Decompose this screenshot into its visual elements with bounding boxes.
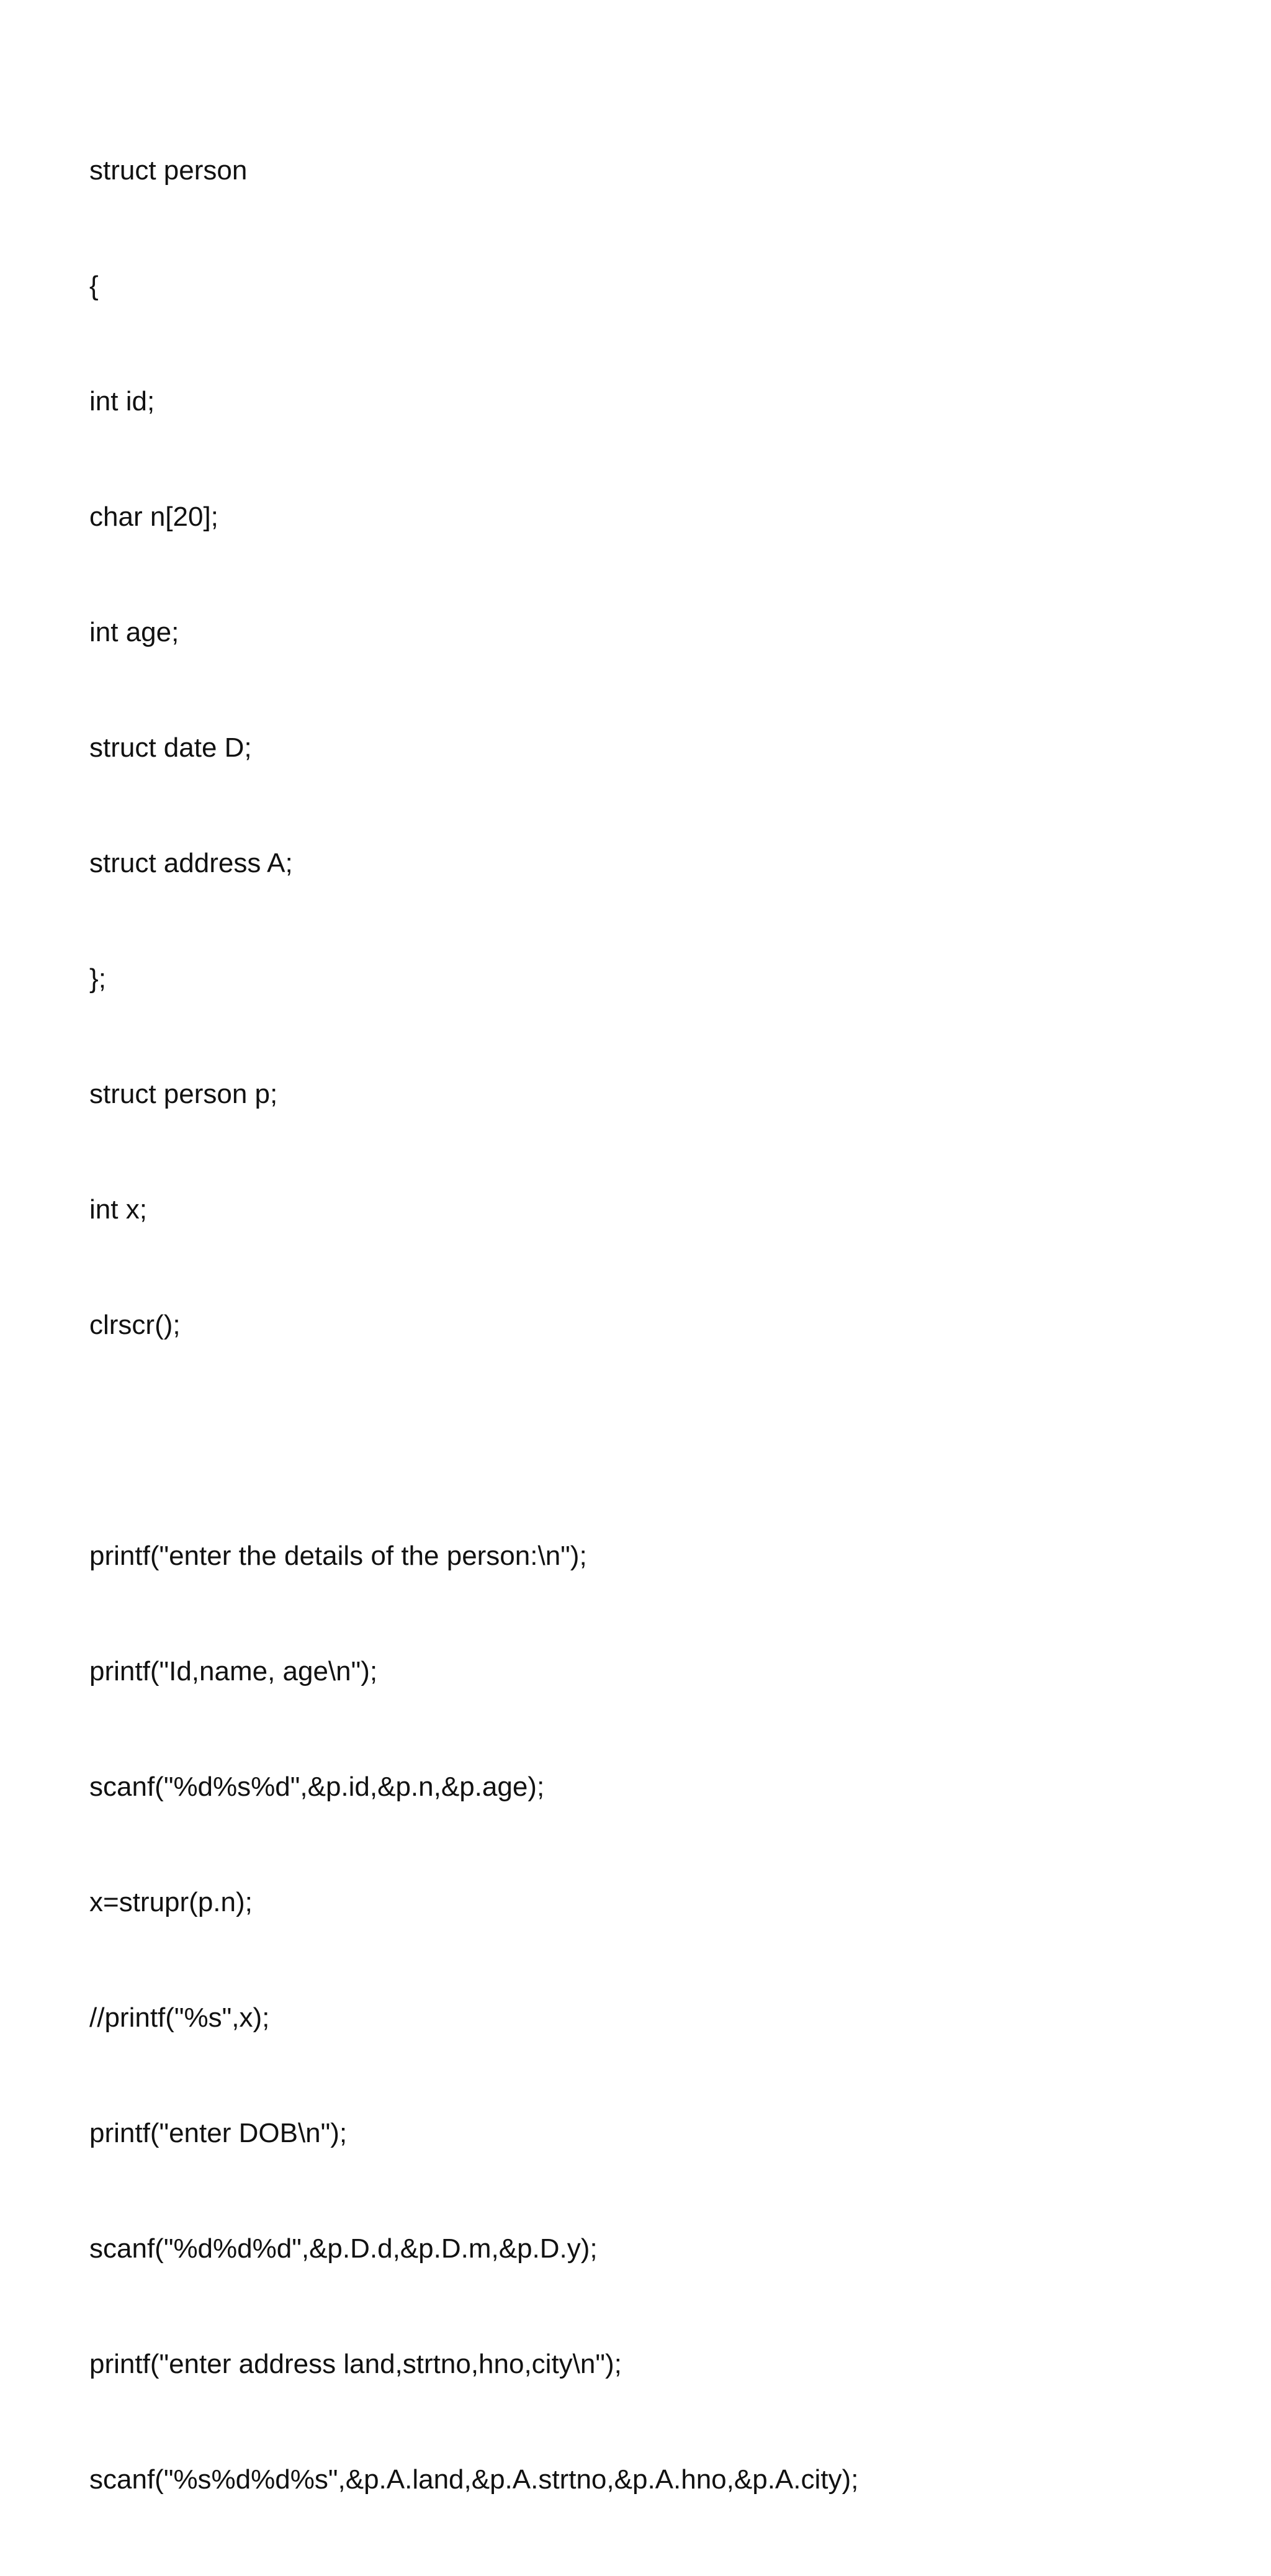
code-line: printf("enter the details of the person:\n"); (89, 1541, 587, 1571)
code-line: printf("Id,name, age\n"); (89, 1656, 378, 1687)
code-line: scanf("%d%s%d",&p.id,&p.n,&p.age); (89, 1772, 545, 1802)
code-line: char n[20]; (89, 502, 218, 532)
code-line: printf("enter address land,strtno,hno,city\n"); (89, 2349, 622, 2379)
code-line: struct person (89, 155, 248, 186)
code-line: }; (89, 963, 106, 994)
code-line: struct person p; (89, 1079, 278, 1109)
code-line: x=strupr(p.n); (89, 1887, 253, 1917)
code-line: scanf("%s%d%d%s",&p.A.land,&p.A.strtno,&p.A.hno,&p.A.city); (89, 2464, 859, 2495)
code-line: int x; (89, 1194, 147, 1225)
code-line: { (89, 271, 99, 301)
code-line: struct date D; (89, 732, 252, 763)
code-line: clrscr(); (89, 1310, 181, 1340)
code-listing (89, 74, 858, 2576)
blank-line (89, 1421, 858, 1460)
code-line: struct address A; (89, 848, 293, 878)
comment-line: //printf("%s",x); (89, 2002, 270, 2033)
code-line: printf("enter DOB\n"); (89, 2118, 348, 2148)
code-line: scanf("%d%d%d",&p.D.d,&p.D.m,&p.D.y); (89, 2233, 598, 2264)
code-line: int age; (89, 617, 179, 647)
code-line: int id; (89, 386, 155, 417)
